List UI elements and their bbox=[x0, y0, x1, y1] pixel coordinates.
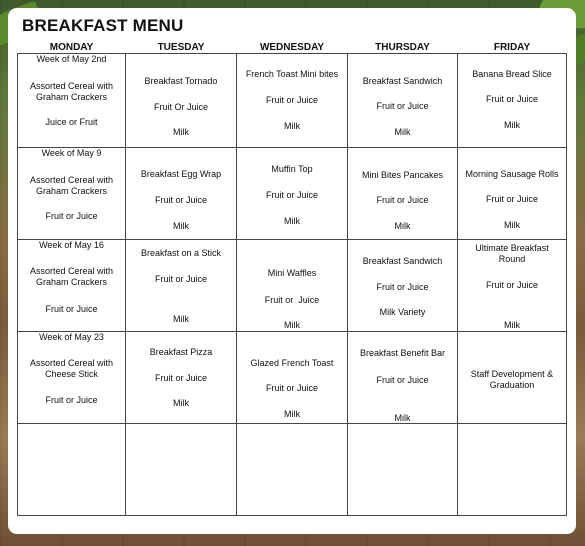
menu-item: Assorted Cereal with Graham Crackers bbox=[29, 266, 114, 287]
menu-milk: Milk bbox=[173, 221, 189, 231]
menu-item: French Toast Mini bites bbox=[245, 69, 339, 79]
menu-drink: Fruit or Juice bbox=[154, 373, 207, 383]
menu-drink: Fruit or Juice bbox=[265, 95, 318, 105]
menu-milk: Milk bbox=[173, 314, 189, 324]
menu-cell-tuesday bbox=[126, 148, 237, 240]
menu-drink: Fruit or Juice bbox=[264, 295, 320, 305]
week-row bbox=[18, 240, 567, 332]
day-header-thursday: THURSDAY bbox=[375, 42, 430, 53]
day-header-tuesday: TUESDAY bbox=[157, 42, 205, 53]
day-header-monday: MONDAY bbox=[49, 42, 94, 53]
menu-drink: Fruit or Juice bbox=[45, 395, 98, 405]
menu-milk: Milk bbox=[284, 216, 300, 226]
week-row-empty bbox=[18, 424, 567, 516]
menu-drink: Fruit or Juice bbox=[376, 375, 429, 385]
menu-cell-monday bbox=[18, 424, 126, 516]
menu-item: Staff Development & Graduation bbox=[470, 369, 554, 390]
menu-cell-monday bbox=[18, 332, 126, 424]
menu-item: Mini Waffles bbox=[267, 268, 317, 278]
week-label: Week of May 2nd bbox=[36, 54, 107, 64]
menu-drink: Fruit or Juice bbox=[45, 304, 98, 314]
week-label: Week of May 23 bbox=[39, 332, 104, 342]
menu-item: Banana Bread Slice bbox=[472, 69, 552, 79]
menu-milk: Milk bbox=[284, 121, 300, 131]
menu-item: Glazed French Toast bbox=[250, 358, 334, 368]
menu-cell-thursday bbox=[348, 424, 458, 516]
menu-drink: Juice or Fruit bbox=[45, 117, 98, 127]
page-title: BREAKFAST MENU bbox=[22, 16, 184, 35]
menu-item: Ultimate Breakfast Round bbox=[475, 243, 549, 264]
menu-cell-friday bbox=[458, 424, 567, 516]
menu-item: Breakfast Sandwich bbox=[362, 76, 443, 86]
menu-item: Assorted Cereal with Graham Crackers bbox=[29, 81, 114, 102]
menu-drink: Fruit or Juice bbox=[485, 194, 538, 204]
menu-cell-tuesday bbox=[126, 424, 237, 516]
menu-item: Mini Bites Pancakes bbox=[361, 170, 444, 180]
menu-drink: Fruit or Juice bbox=[265, 190, 318, 200]
day-header-wednesday: WEDNESDAY bbox=[259, 42, 325, 53]
menu-drink: Fruit or Juice bbox=[154, 274, 207, 284]
menu-drink: Fruit or Juice bbox=[154, 195, 207, 205]
menu-cell-friday bbox=[458, 54, 567, 148]
menu-cell-wednesday bbox=[237, 332, 348, 424]
menu-milk: Milk bbox=[394, 413, 411, 423]
menu-cell-monday bbox=[18, 240, 126, 332]
menu-table bbox=[17, 40, 567, 516]
menu-cell-tuesday bbox=[126, 54, 237, 148]
menu-milk: Milk bbox=[504, 320, 520, 330]
menu-milk: Milk bbox=[173, 127, 189, 137]
menu-item: Morning Sausage Rolls bbox=[465, 169, 559, 179]
menu-milk: Milk bbox=[284, 409, 300, 419]
week-row bbox=[18, 332, 567, 424]
menu-drink: Fruit or Juice bbox=[376, 101, 429, 111]
menu-drink: Fruit or Juice bbox=[45, 211, 98, 221]
menu-item: Muffin Top bbox=[271, 164, 313, 174]
week-label: Week of May 9 bbox=[41, 148, 102, 158]
menu-cell-friday bbox=[458, 240, 567, 332]
menu-item: Assorted Cereal with Cheese Stick bbox=[29, 358, 114, 379]
menu-cell-tuesday bbox=[126, 240, 237, 332]
menu-milk: Milk bbox=[173, 398, 189, 408]
menu-drink: Fruit or Juice bbox=[485, 280, 538, 290]
menu-cell-friday bbox=[458, 332, 567, 424]
menu-item: Breakfast Sandwich bbox=[362, 256, 443, 266]
menu-cell-thursday bbox=[348, 54, 458, 148]
menu-cell-friday bbox=[458, 148, 567, 240]
day-header-friday: FRIDAY bbox=[493, 42, 531, 53]
menu-item: Breakfast Tornado bbox=[144, 76, 218, 86]
menu-item: Breakfast Pizza bbox=[149, 347, 213, 357]
menu-cell-tuesday bbox=[126, 332, 237, 424]
menu-drink: Fruit or Juice bbox=[485, 94, 538, 104]
week-label: Week of May 16 bbox=[39, 240, 104, 250]
menu-cell-thursday bbox=[348, 148, 458, 240]
menu-drink: Fruit or Juice bbox=[265, 383, 318, 393]
week-row bbox=[18, 148, 567, 240]
menu-cell-thursday bbox=[348, 240, 458, 332]
menu-cell-wednesday bbox=[237, 54, 348, 148]
menu-drink: Fruit Or Juice bbox=[153, 102, 208, 112]
week-row bbox=[18, 54, 567, 148]
menu-cell-wednesday bbox=[237, 424, 348, 516]
menu-item: Breakfast on a Stick bbox=[140, 248, 222, 258]
menu-milk: Milk bbox=[284, 320, 300, 330]
menu-milk: Milk bbox=[394, 221, 411, 231]
menu-drink: Fruit or Juice bbox=[376, 282, 429, 292]
menu-item: Breakfast Benefit Bar bbox=[359, 348, 446, 358]
menu-milk: Milk bbox=[394, 127, 411, 137]
menu-cell-wednesday bbox=[237, 148, 348, 240]
menu-cell-monday bbox=[18, 54, 126, 148]
menu-cell-monday bbox=[18, 148, 126, 240]
menu-panel bbox=[8, 8, 576, 534]
menu-cell-thursday bbox=[348, 332, 458, 424]
menu-cell-wednesday bbox=[237, 240, 348, 332]
menu-item: Assorted Cereal with Graham Crackers bbox=[29, 175, 114, 196]
menu-milk: Milk Variety bbox=[379, 307, 426, 317]
menu-drink: Fruit or Juice bbox=[376, 195, 429, 205]
menu-item: Breakfast Egg Wrap bbox=[140, 169, 222, 179]
menu-milk: Milk bbox=[504, 220, 520, 230]
menu-milk: Milk bbox=[504, 120, 520, 130]
